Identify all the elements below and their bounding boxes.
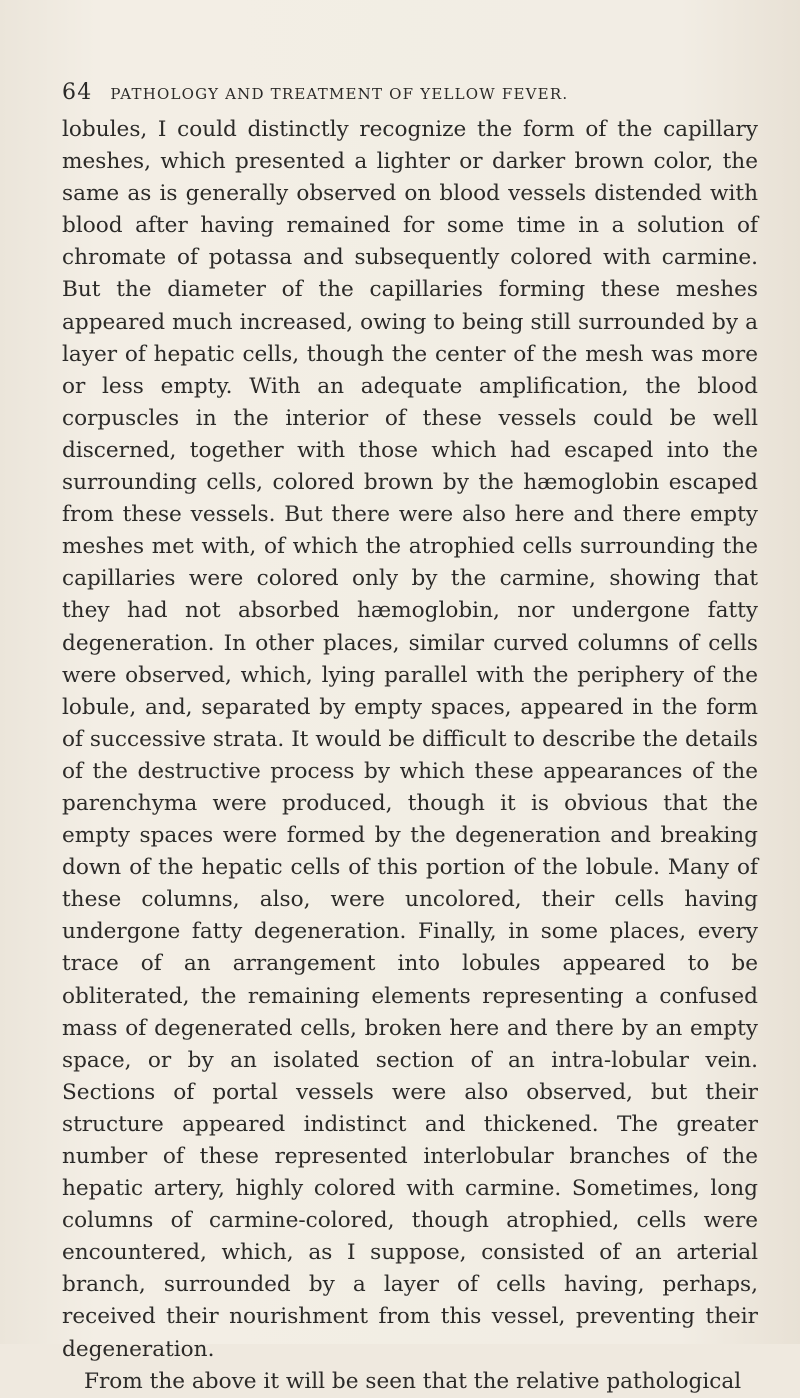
paragraph: lobules, I could distinctly recognize the form of the capillary meshes, which presented a lighter or darker brown color, the same as is generally observed on blood vessels distended with blood after having remained for some time in a solution of chromate of potassa and subsequently colored with carmine. But the diameter of the capillaries forming these meshes appeared much increased, owing to being still surrounded by a layer of hepatic cells, though the center of the mesh was more or less empty. With an adequate amplification, the blood corpuscles in the interior of these vessels could be well discerned, together with those which had escaped into the surrounding cells, colored brown by the hæmoglobin escaped from these vessels. But there were also here and there empty meshes met with, of which the atrophied cells surrounding the capillaries were colored only by the carmine, showing that they had not absorbed hæmoglobin, nor undergone fatty degeneration. In other places, similar curved columns of cells were observed, which, lying parallel with the periphery of the lobule, and, separated by empty spaces, appeared in the form of successive strata. It would be difficult to describe the details of the destructive process by which these appearances of the parenchyma were produced, though it is obvious that the empty spaces were formed by the degeneration and breaking down of the hepatic cells of this portion of the lobule. Many of these columns, also, were uncolored, their cells having undergone fatty degeneration. Finally, in some places, every trace of an arrangement into lobules appeared to be obliterated, the remaining elements representing a confused mass of degenerated cells, broken here and there by an empty space, or by an isolated section of an intra-lobular vein. Sections of portal vessels were also observed, but their structure appeared indistinct and thickened. The greater number of these represented interlobular branches of the hepatic artery, highly colored with carmine. Sometimes, long columns of carmine-colored, though atrophied, cells were encountered, which, as I suppose, consisted of an arterial branch, surrounded by a layer of cells having, perhaps, received their nourishment from this vessel, preventing their degeneration. [62,117,758,1362]
page-header [62,80,762,105]
page-number: 64 [62,80,93,105]
body-text [62,114,758,1398]
running-head: PATHOLOGY AND TREATMENT OF YELLOW FEVER. [110,85,569,103]
paragraph: From the above it will be seen that the relative pathological [84,1368,742,1394]
